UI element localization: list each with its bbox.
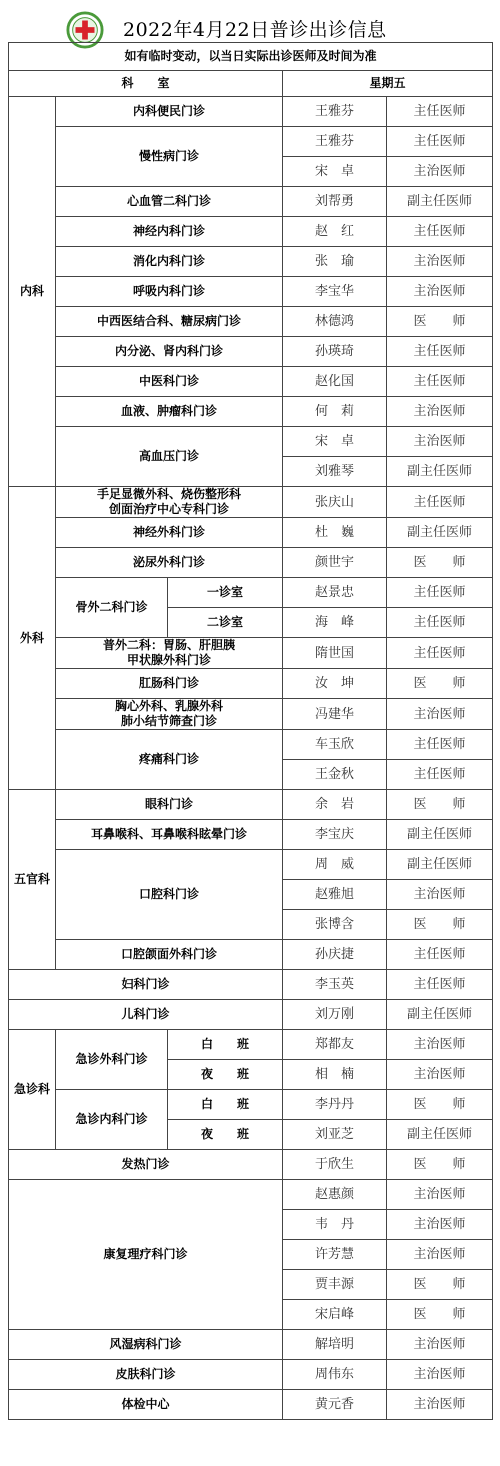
sub-room: 一诊室 [168,578,283,608]
doctor-title: 副主任医师 [387,1000,493,1030]
doctor-title: 医 师 [387,790,493,820]
doctor-name: 周 威 [283,850,387,880]
doctor-name: 贾丰源 [283,1270,387,1300]
doctor-name: 张 瑜 [283,247,387,277]
notice: 如有临时变动，以当日实际出诊医师及时间为准 [9,43,493,71]
doctor-title: 主任医师 [387,760,493,790]
doctor-title: 主治医师 [387,1180,493,1210]
doctor-name: 何 莉 [283,397,387,427]
doctor-name: 海 峰 [283,608,387,638]
category-ent: 五官科 [9,790,56,970]
doctor-title: 主治医师 [387,157,493,187]
dept-cell: 儿科门诊 [9,1000,283,1030]
dept-cell: 神经内科门诊 [56,217,283,247]
dept-cell: 中医科门诊 [56,367,283,397]
schedule-table [8,42,493,1420]
doctor-name: 孙庆捷 [283,940,387,970]
doctor-title: 主任医师 [387,217,493,247]
dept-cell: 慢性病门诊 [56,127,283,187]
dept-cell: 耳鼻喉科、耳鼻喉科眩晕门诊 [56,820,283,850]
doctor-name: 赵景忠 [283,578,387,608]
doctor-title: 主治医师 [387,1360,493,1390]
dept-cell: 消化内科门诊 [56,247,283,277]
doctor-title: 副主任医师 [387,187,493,217]
doctor-title: 主治医师 [387,397,493,427]
page-title: 2022年4月22日普诊出诊信息 [123,19,387,41]
doctor-name: 孙瑛琦 [283,337,387,367]
doctor-name: 汝 坤 [283,669,387,699]
doctor-title: 医 师 [387,1300,493,1330]
doctor-title: 主治医师 [387,427,493,457]
doctor-title: 医 师 [387,1090,493,1120]
sub-room: 二诊室 [168,608,283,638]
dept-cell: 内分泌、肾内科门诊 [56,337,283,367]
dept-cell: 骨外二科门诊 [56,578,168,638]
dept-cell: 心血管二科门诊 [56,187,283,217]
doctor-name: 赵化国 [283,367,387,397]
dept-cell: 呼吸内科门诊 [56,277,283,307]
doctor-title: 主任医师 [387,608,493,638]
doctor-title: 主任医师 [387,337,493,367]
dept-cell: 眼科门诊 [56,790,283,820]
doctor-title: 主任医师 [387,730,493,760]
dept-cell: 手足显微外科、烧伤整形科 创面治疗中心专科门诊 [56,487,283,518]
doctor-title: 主治医师 [387,1330,493,1360]
dept-cell: 中西医结合科、糖尿病门诊 [56,307,283,337]
doctor-title: 主任医师 [387,638,493,669]
dept-cell: 血液、肿瘤科门诊 [56,397,283,427]
doctor-title: 副主任医师 [387,820,493,850]
doctor-title: 主治医师 [387,247,493,277]
sub-shift: 白 班 [168,1090,283,1120]
doctor-title: 主治医师 [387,699,493,730]
category-emergency: 急诊科 [9,1030,56,1150]
doctor-title: 副主任医师 [387,518,493,548]
dept-cell: 急诊内科门诊 [56,1090,168,1150]
doctor-title: 副主任医师 [387,1120,493,1150]
doctor-title: 主任医师 [387,940,493,970]
doctor-name: 黄元香 [283,1390,387,1420]
doctor-title: 副主任医师 [387,457,493,487]
doctor-title: 主治医师 [387,1390,493,1420]
doctor-title: 医 师 [387,1270,493,1300]
doctor-title: 主治医师 [387,1060,493,1090]
doctor-name: 相 楠 [283,1060,387,1090]
dept-cell: 内科便民门诊 [56,97,283,127]
header-dept: 科 室 [9,71,283,97]
doctor-name: 冯建华 [283,699,387,730]
doctor-name: 李宝华 [283,277,387,307]
doctor-title: 主任医师 [387,127,493,157]
doctor-name: 李丹丹 [283,1090,387,1120]
doctor-name: 刘帮勇 [283,187,387,217]
doctor-title: 主任医师 [387,367,493,397]
doctor-title: 主治医师 [387,1210,493,1240]
doctor-title: 医 师 [387,669,493,699]
doctor-title: 主治医师 [387,880,493,910]
doctor-title: 副主任医师 [387,850,493,880]
sub-shift: 白 班 [168,1030,283,1060]
dept-cell: 体检中心 [9,1390,283,1420]
dept-cell: 康复理疗科门诊 [9,1180,283,1330]
doctor-name: 赵雅旭 [283,880,387,910]
dept-cell: 发热门诊 [9,1150,283,1180]
doctor-name: 刘亚芝 [283,1120,387,1150]
dept-cell: 肛肠科门诊 [56,669,283,699]
doctor-name: 王雅芬 [283,127,387,157]
doctor-name: 赵 红 [283,217,387,247]
doctor-name: 解培明 [283,1330,387,1360]
doctor-title: 主任医师 [387,578,493,608]
doctor-title: 医 师 [387,548,493,578]
doctor-title: 医 师 [387,910,493,940]
dept-cell: 普外二科：胃肠、肝胆胰 甲状腺外科门诊 [56,638,283,669]
doctor-title: 主治医师 [387,1030,493,1060]
doctor-name: 宋 卓 [283,427,387,457]
doctor-name: 颜世宇 [283,548,387,578]
doctor-name: 宋启峰 [283,1300,387,1330]
doctor-name: 宋 卓 [283,157,387,187]
doctor-name: 余 岩 [283,790,387,820]
doctor-name: 杜 巍 [283,518,387,548]
doctor-title: 主任医师 [387,487,493,518]
doctor-title: 医 师 [387,307,493,337]
dept-cell: 皮肤科门诊 [9,1360,283,1390]
dept-cell: 泌尿外科门诊 [56,548,283,578]
doctor-name: 郑都友 [283,1030,387,1060]
doctor-name: 刘雅琴 [283,457,387,487]
header-day: 星期五 [283,71,493,97]
dept-cell: 急诊外科门诊 [56,1030,168,1090]
doctor-name: 张博含 [283,910,387,940]
doctor-name: 刘万刚 [283,1000,387,1030]
sub-shift: 夜 班 [168,1060,283,1090]
dept-cell: 疼痛科门诊 [56,730,283,790]
doctor-name: 车玉欣 [283,730,387,760]
category-surgery: 外科 [9,487,56,790]
doctor-name: 韦 丹 [283,1210,387,1240]
sub-shift: 夜 班 [168,1120,283,1150]
dept-cell: 胸心外科、乳腺外科 肺小结节筛查门诊 [56,699,283,730]
doctor-name: 于欣生 [283,1150,387,1180]
dept-cell: 神经外科门诊 [56,518,283,548]
doctor-name: 许芳慧 [283,1240,387,1270]
doctor-name: 李宝庆 [283,820,387,850]
doctor-title: 主任医师 [387,970,493,1000]
doctor-title: 医 师 [387,1150,493,1180]
dept-cell: 风湿病科门诊 [9,1330,283,1360]
doctor-name: 隋世国 [283,638,387,669]
doctor-name: 王金秋 [283,760,387,790]
doctor-name: 张庆山 [283,487,387,518]
doctor-title: 主任医师 [387,97,493,127]
doctor-name: 李玉英 [283,970,387,1000]
doctor-title: 主治医师 [387,1240,493,1270]
dept-cell: 口腔科门诊 [56,850,283,940]
category-internal: 内科 [9,97,56,487]
doctor-name: 林德鸿 [283,307,387,337]
dept-cell: 高血压门诊 [56,427,283,487]
header [8,8,492,42]
dept-cell: 妇科门诊 [9,970,283,1000]
doctor-name: 王雅芬 [283,97,387,127]
doctor-name: 赵惠颜 [283,1180,387,1210]
dept-cell: 口腔颌面外科门诊 [56,940,283,970]
doctor-name: 周伟东 [283,1360,387,1390]
doctor-title: 主治医师 [387,277,493,307]
